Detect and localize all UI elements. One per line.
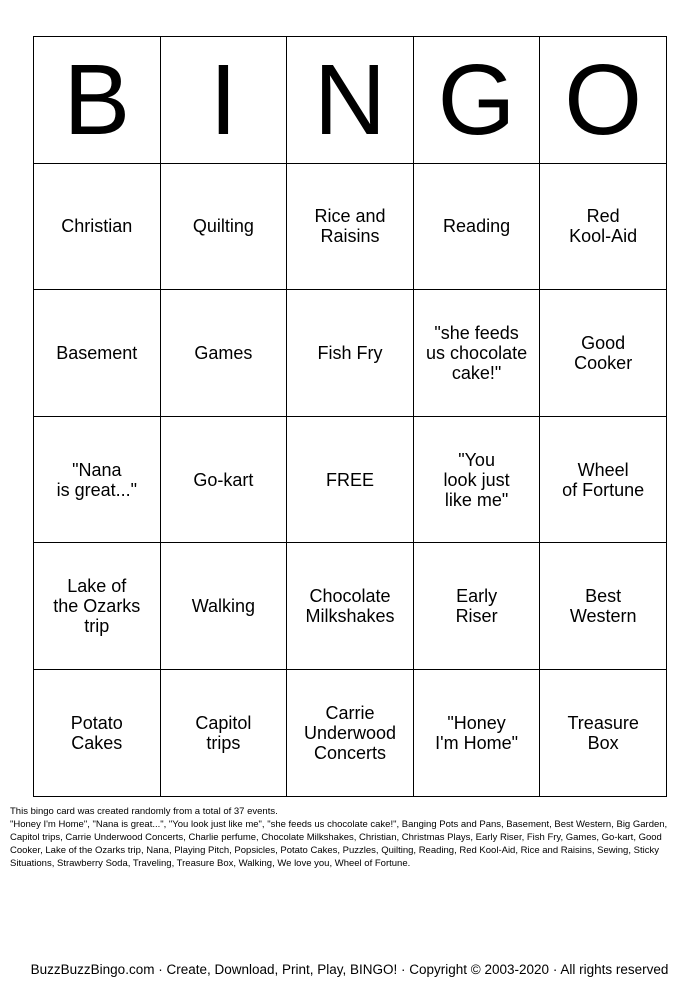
bingo-cell-text: is great..." bbox=[56, 479, 137, 500]
bingo-cell-text: Walking bbox=[191, 596, 256, 617]
bingo-cell-text: FREE bbox=[325, 469, 374, 490]
bingo-cell bbox=[413, 163, 540, 290]
bingo-cell-text: Milkshakes bbox=[305, 606, 395, 627]
bingo-cell bbox=[34, 669, 161, 796]
bingo-cell bbox=[160, 669, 287, 796]
bingo-cell-text: look just bbox=[443, 469, 510, 490]
bingo-header-letter: B bbox=[34, 37, 161, 164]
bingo-cell-text: I'm Home" bbox=[435, 732, 518, 753]
bingo-cell bbox=[540, 163, 667, 290]
bingo-row bbox=[34, 416, 667, 543]
bingo-cell-text: of Fortune bbox=[562, 479, 645, 500]
bingo-cell-text: Good bbox=[581, 332, 626, 353]
bingo-cell bbox=[287, 543, 414, 670]
bingo-row bbox=[34, 669, 667, 796]
bingo-cell bbox=[413, 543, 540, 670]
bingo-header-letter: N bbox=[287, 37, 414, 164]
bingo-cell-text: Box bbox=[587, 732, 619, 753]
bingo-cell bbox=[34, 163, 161, 290]
footer-events-list: "Honey I'm Home", "Nana is great...", "You look just like me", "she feeds us chocolate cake!", Banging Pots and Pans, Basement, Best Western, Big Garden, Capitol trips, Carrie Underwood Concerts, Charlie perfume, Chocolate Milkshakes, Christian, Christmas Plays, Early Riser, Fish Fry, Games, Go-kart, Good Cooker, Lake of the Ozarks trip, Nana, Playing Pitch, Popsicles, Potato Cakes, Puzzles, Quilting, Reading, Red Kool-Aid, Rice and Raisins, Sewing, Sticky Situations, Strawberry Soda, Traveling, Treasure Box, Walking, We love you, Wheel of Fortune. bbox=[10, 819, 668, 869]
bingo-cell-text: Quilting bbox=[192, 216, 254, 237]
bingo-cell-text: Go-kart bbox=[193, 469, 254, 490]
footer-intro: This bingo card was created randomly from a total of 37 events. bbox=[10, 806, 278, 817]
bingo-cell bbox=[540, 543, 667, 670]
bingo-cell-text: Christian bbox=[61, 216, 133, 237]
bingo-cell bbox=[540, 416, 667, 543]
bingo-cell-text: Wheel bbox=[577, 459, 629, 480]
bingo-cell-text: Carrie bbox=[325, 702, 375, 723]
bingo-header-letter: I bbox=[160, 37, 287, 164]
bingo-cell bbox=[287, 669, 414, 796]
bingo-row bbox=[34, 163, 667, 290]
bingo-cell bbox=[413, 669, 540, 796]
footer-text bbox=[10, 805, 685, 870]
bingo-header-letter: G bbox=[413, 37, 540, 164]
bingo-cell bbox=[287, 416, 414, 543]
bingo-cell-text: Early bbox=[456, 586, 498, 607]
bingo-cell bbox=[160, 416, 287, 543]
bingo-cell-text: Raisins bbox=[320, 226, 380, 247]
bingo-cell bbox=[413, 416, 540, 543]
bingo-cell-text: Rice and bbox=[314, 206, 386, 227]
bingo-cell-text: cake!" bbox=[451, 362, 502, 383]
bingo-cell-text: Underwood bbox=[303, 722, 397, 743]
bingo-cell-text: Potato bbox=[70, 712, 123, 733]
bingo-card bbox=[33, 36, 667, 797]
bingo-cell bbox=[160, 543, 287, 670]
bingo-cell-text: us chocolate bbox=[426, 342, 528, 363]
bingo-cell bbox=[34, 416, 161, 543]
bingo-cell-text: Red bbox=[586, 206, 620, 227]
bingo-cell bbox=[287, 163, 414, 290]
bingo-cell bbox=[34, 290, 161, 417]
bingo-cell-text: Western bbox=[569, 606, 637, 627]
bingo-cell-text: Concerts bbox=[313, 742, 386, 763]
bingo-cell-text: trips bbox=[206, 732, 241, 753]
bingo-cell-text: Riser bbox=[455, 606, 498, 627]
bingo-cell-text: Games bbox=[194, 342, 253, 363]
bingo-cell-text: "Nana bbox=[72, 459, 122, 480]
bingo-row bbox=[34, 290, 667, 417]
bingo-cell-text: like me" bbox=[444, 489, 509, 510]
bingo-cell-text: Basement bbox=[56, 342, 138, 363]
bingo-header-letter: O bbox=[540, 37, 667, 164]
bingo-cell bbox=[540, 669, 667, 796]
bingo-cell-text: Treasure bbox=[567, 712, 639, 733]
bingo-cell-text: Chocolate bbox=[309, 586, 391, 607]
bingo-cell-text: Lake of bbox=[67, 576, 127, 597]
bingo-cell-text: Cakes bbox=[71, 732, 123, 753]
copyright-line: BuzzBuzzBingo.com · Create, Download, Print, Play, BINGO! · Copyright © 2003-2020 · All rights reserved bbox=[30, 962, 669, 977]
bingo-row bbox=[34, 543, 667, 670]
bingo-cell-text: "she feeds bbox=[434, 322, 519, 343]
bingo-cell bbox=[160, 163, 287, 290]
bingo-cell-text: trip bbox=[84, 616, 110, 637]
bingo-header-row bbox=[34, 37, 667, 164]
bingo-cell-text: "Honey bbox=[447, 712, 506, 733]
bingo-cell bbox=[160, 290, 287, 417]
bingo-cell bbox=[540, 290, 667, 417]
bingo-cell-text: Kool-Aid bbox=[569, 226, 638, 247]
bingo-cell-text: Fish Fry bbox=[317, 342, 383, 363]
bingo-cell bbox=[287, 290, 414, 417]
bingo-cell-text: Cooker bbox=[574, 352, 633, 373]
bingo-cell-text: "You bbox=[458, 449, 495, 470]
bingo-cell-text: Best bbox=[585, 586, 622, 607]
bingo-cell-text: the Ozarks bbox=[53, 596, 141, 617]
bingo-cell bbox=[34, 543, 161, 670]
bingo-cell-text: Capitol bbox=[195, 712, 252, 733]
bingo-cell-text: Reading bbox=[443, 216, 511, 237]
bingo-cell bbox=[413, 290, 540, 417]
